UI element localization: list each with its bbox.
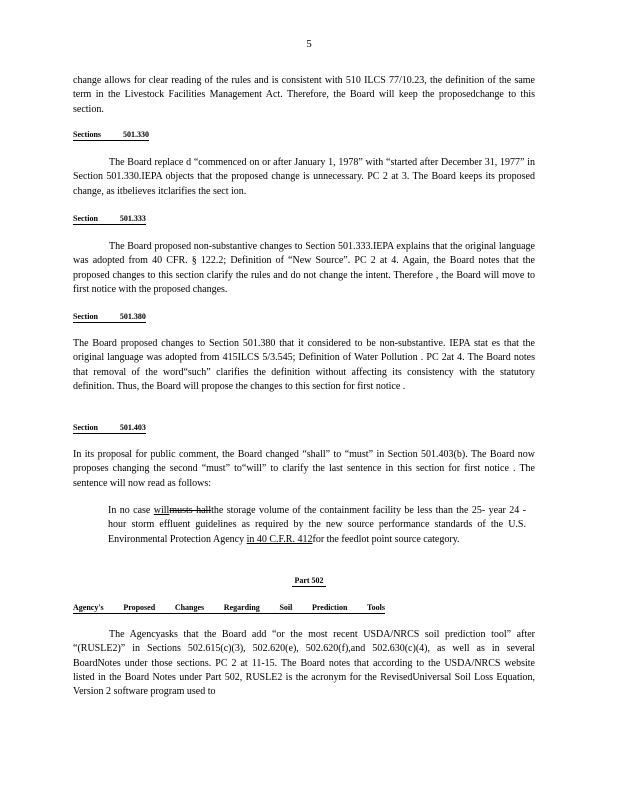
section-label: Sections	[73, 130, 101, 139]
inserted-text: will	[153, 505, 170, 516]
section-label: Section	[73, 312, 98, 321]
paragraph-501-330: The Board replace d “commenced on or after January 1, 1978” with “started after December 31, 1977” in Section 501.330.IEPA objects that the proposed change is unnecessary. PC 2 at 3. The Board keeps its proposed change, as itbelieves itclarifies the sect ion.	[73, 157, 535, 197]
section-heading-501-330	[73, 130, 149, 141]
paragraph-501-333: The Board proposed non-substantive changes to Section 501.333.IEPA explains that the original language was adopted from 40 CFR. § 122.2; Definition of “New Source”. PC 2 at 4. Again, the Board notes that the proposed changes to this section clarify the rules and do not change the intent. Therefore , the Board will move to first notice with the proposed changes.	[73, 241, 535, 295]
paragraph-501-403: In its proposal for public comment, the Board changed “shall” to “must” in Section 501.403(b). The Board now proposes changing the second “must” to“will” to clarify the last sentence in this section for first notice . The sentence will now read as follows:	[73, 449, 535, 489]
inserted-citation: in 40 C.F.R. 412	[246, 533, 313, 545]
section-number: 501.333	[119, 214, 146, 223]
section-heading-501-333	[73, 214, 146, 225]
page-number: 5	[306, 38, 312, 50]
section-label: Section	[73, 214, 98, 223]
paragraph-501-380: The Board proposed changes to Section 501.380 that it considered to be non-substantive. IEPA stat es that the original language was adopted from 415ILCS 5/3.545; Definition of Water Pollution . PC 2at 4. The Board notes that removal of the word“such” clarifies the definition without affecting its consistency with the statutory definition. Thus, the Board will propose the changes to this section for first notice .	[73, 338, 535, 392]
section-heading-501-380	[73, 312, 146, 323]
section-heading-501-403	[73, 423, 146, 434]
section-number: 501.380	[119, 312, 146, 321]
deleted-text: musts hall	[169, 505, 212, 516]
paragraph-part-502: The Agencyasks that the Board add “or the most recent USDA/NRCS soil prediction tool” after “(RUSLE2)” in Sections 502.615(c)(3), 502.620(e), 502.620(f),and 502.630(c)(4), as well as in several BoardNotes under those sections. PC 2 at 11-15. The Board notes that according to the USDA/NRCS website listed in the Board Notes under Part 502, RUSLE2 is the acronym for the RevisedUniversal Soil Loss Equation, Version 2 software program used to	[73, 629, 535, 698]
section-number: 501.403	[119, 423, 146, 432]
paragraph-continuation: change allows for clear reading of the rules and is consistent with 510 ILCS 77/10.23, the definition of the same term in the Livestock Facilities Management Act. Therefore, the Board will keep the proposedchange to this section.	[73, 75, 535, 115]
part-heading: Part 502	[294, 576, 324, 585]
section-label: Section	[73, 423, 98, 432]
subheading-soil-prediction-tools: Agency's Proposed Changes Regarding Soil Prediction Tools	[73, 603, 385, 612]
section-number: 501.330	[123, 130, 149, 139]
block-quote: In no case willmusts hallthe storage volume of the containment facility be less than the 25- year 24 -hour storm effluent guidelines as required by the new source performance standards of the U.S. Environmental Protection Agency in 40 C.F.R. 412for the feedlot point source category.	[108, 505, 526, 545]
